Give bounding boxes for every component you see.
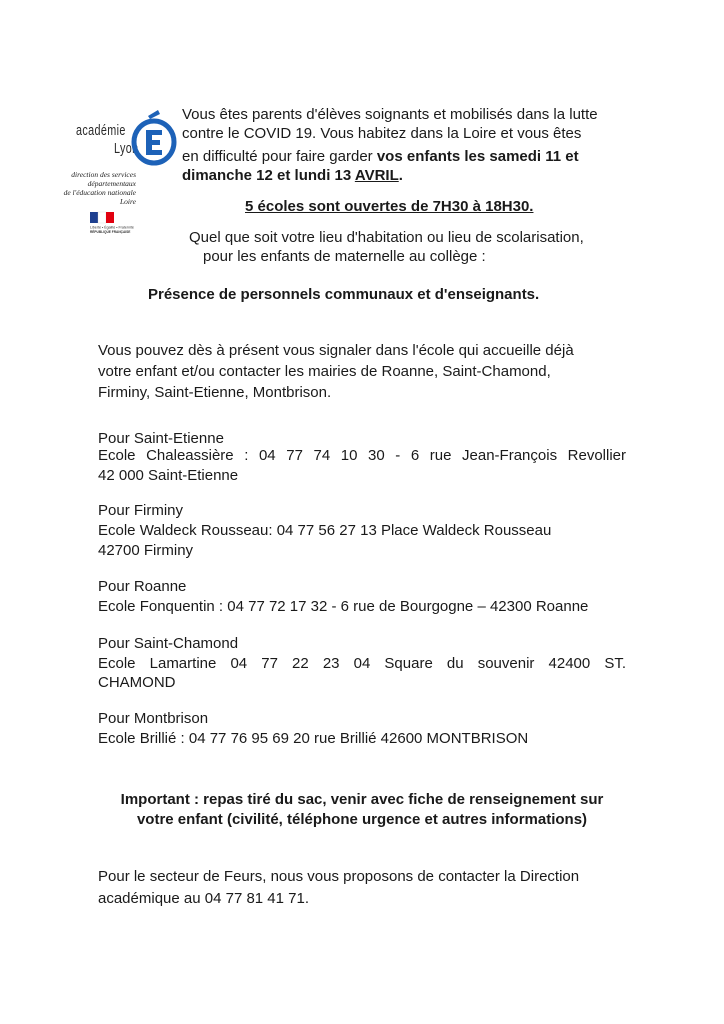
signal-line-1: Vous pouvez dès à présent vous signaler dans l'école qui accueille déjà (98, 342, 574, 359)
signal-line-2: votre enfant et/ou contacter les mairies de Roanne, Saint-Chamond, (98, 363, 551, 380)
marianne-flag-icon (88, 210, 140, 236)
intro-line-4 (182, 166, 403, 185)
school-city-firminy: Pour Firminy (98, 502, 184, 519)
scope-line-1: Quel que soit votre lieu d'habitation ou lieu de scolarisation, (189, 229, 584, 246)
schools-open-heading: 5 écoles sont ouvertes de 7H30 à 18H30. (245, 198, 534, 215)
school-city-saint-chamond: Pour Saint-Chamond (98, 635, 239, 652)
academie-lyon-logo (40, 100, 180, 240)
logo-e-emblem-icon (130, 110, 178, 166)
scope-line-2: pour les enfants de maternelle au collège : (203, 248, 486, 265)
school-postcode-saint-etienne: 42 000 Saint-Etienne (98, 467, 239, 484)
school-address-roanne: Ecole Fonquentin : 04 77 72 17 32 - 6 rue de Bourgogne – 42300 Roanne (98, 598, 589, 615)
logo-sub-line-3: de l'éducation nationale (63, 188, 136, 197)
intro-line-4-c: . (398, 167, 403, 184)
flag-republique: RÉPUBLIQUE FRANÇAISE (90, 230, 131, 234)
logo-academie-text: académie (76, 122, 126, 139)
important-line-1: Important : repas tiré du sac, venir avec fiche de renseignement sur (120, 791, 604, 808)
school-postcode-saint-chamond: CHAMOND (98, 674, 176, 691)
school-address-montbrison: Ecole Brillié : 04 77 76 95 69 20 rue Brillié 42600 MONTBRISON (98, 730, 529, 747)
intro-line-4-a: dimanche 12 et lundi 13 (182, 167, 355, 184)
school-city-saint-etienne: Pour Saint-Etienne (98, 430, 224, 447)
logo-sub-line-2: départementaux (87, 179, 136, 188)
intro-line-4-b: AVRIL (354, 167, 399, 184)
presence-heading: Présence de personnels communaux et d'enseignants. (148, 286, 540, 303)
feurs-line-2: académique au 04 77 81 41 71. (98, 890, 310, 907)
logo-sub-line-1: direction des services (71, 170, 136, 179)
intro-line-3-a: en difficulté pour faire garder (182, 148, 377, 165)
intro-line-3-b: vos enfants les samedi 11 et (376, 148, 579, 165)
school-address-firminy: Ecole Waldeck Rousseau: 04 77 56 27 13 Place Waldeck Rousseau (98, 522, 552, 539)
intro-line-1: Vous êtes parents d'élèves soignants et mobilisés dans la lutte (182, 106, 598, 123)
intro-line-3 (182, 147, 579, 166)
school-address-saint-etienne: Ecole Chaleassière : 04 77 74 10 30 - 6 rue Jean-François Revollier (98, 447, 626, 464)
school-city-roanne: Pour Roanne (98, 578, 187, 595)
school-city-montbrison: Pour Montbrison (98, 710, 209, 727)
signal-line-3: Firminy, Saint-Etienne, Montbrison. (98, 384, 332, 401)
important-line-2: votre enfant (civilité, téléphone urgence et autres informations) (136, 811, 588, 828)
flag-motto: Liberté • Égalité • Fraternité (90, 225, 134, 230)
logo-sub-line-4: Loire (120, 197, 136, 206)
intro-line-2: contre le COVID 19. Vous habitez dans la Loire et vous êtes (182, 125, 582, 142)
logo-lyon-text: Lyon (114, 140, 139, 157)
feurs-line-1: Pour le secteur de Feurs, nous vous proposons de contacter la Direction (98, 868, 580, 885)
school-postcode-firminy: 42700 Firminy (98, 542, 194, 559)
school-address-saint-chamond: Ecole Lamartine 04 77 22 23 04 Square du souvenir 42400 ST. (98, 655, 626, 672)
